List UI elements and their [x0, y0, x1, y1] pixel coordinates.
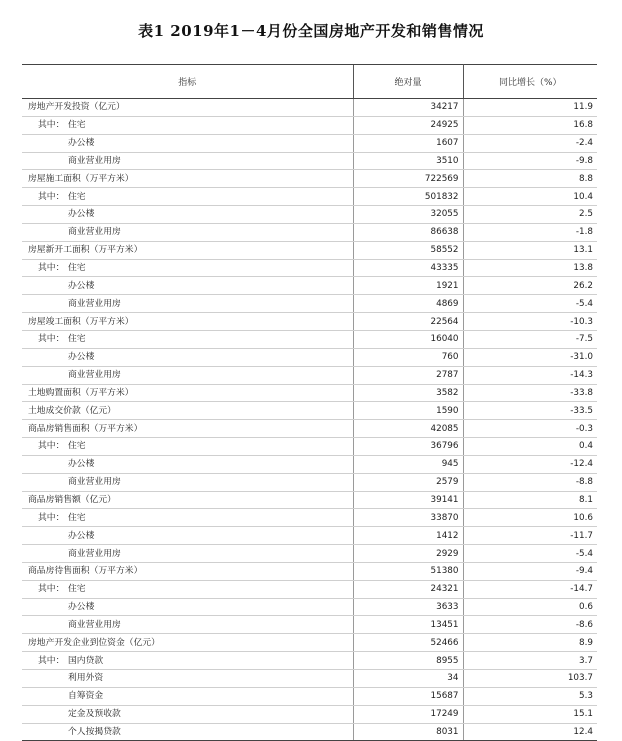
row-label-cell: [22, 134, 353, 152]
row-label-cell: [22, 670, 353, 688]
row-growth-value: 15.1: [463, 705, 597, 723]
row-growth-value: -8.8: [463, 473, 597, 491]
row-label: 商业营业用房: [68, 370, 121, 381]
header-absolute: 绝对量: [353, 65, 463, 99]
table-body: [22, 99, 597, 741]
row-growth-value: -14.7: [463, 580, 597, 598]
table-row: [22, 330, 597, 348]
row-label: 住宅: [68, 191, 86, 202]
row-label: 商业营业用房: [68, 155, 121, 166]
table-row: [22, 562, 597, 580]
row-absolute-value: 36796: [353, 438, 463, 456]
row-label: 住宅: [68, 584, 86, 595]
row-prefix: 其中：: [38, 191, 65, 202]
row-growth-value: -2.4: [463, 134, 597, 152]
table-row: [22, 723, 597, 741]
row-prefix: 其中：: [38, 441, 65, 452]
row-growth-value: 12.4: [463, 723, 597, 741]
row-growth-value: 13.1: [463, 241, 597, 259]
table-row: [22, 687, 597, 705]
table-row: [22, 384, 597, 402]
row-absolute-value: 32055: [353, 206, 463, 224]
row-label: 办公楼: [68, 530, 95, 541]
row-absolute-value: 22564: [353, 313, 463, 331]
row-label: 商业营业用房: [68, 477, 121, 488]
table-row: [22, 455, 597, 473]
row-label: 办公楼: [68, 459, 95, 470]
row-label: 商品房销售额（亿元）: [28, 494, 116, 505]
row-absolute-value: 8031: [353, 723, 463, 741]
row-prefix: 其中：: [38, 334, 65, 345]
row-label-cell: [22, 420, 353, 438]
row-label: 商业营业用房: [68, 298, 121, 309]
row-growth-value: 5.3: [463, 687, 597, 705]
table-header: [22, 65, 597, 99]
row-growth-value: -11.7: [463, 527, 597, 545]
row-growth-value: -9.4: [463, 562, 597, 580]
row-growth-value: -5.4: [463, 295, 597, 313]
table-row: [22, 580, 597, 598]
table-row: [22, 438, 597, 456]
row-absolute-value: 86638: [353, 223, 463, 241]
row-label: 定金及预收款: [68, 709, 121, 720]
row-label: 商品房待售面积（万平方米）: [28, 566, 143, 577]
row-absolute-value: 34217: [353, 99, 463, 117]
row-label-cell: [22, 509, 353, 527]
row-label-cell: [22, 241, 353, 259]
table-row: [22, 527, 597, 545]
table-row: [22, 223, 597, 241]
row-label-cell: [22, 723, 353, 741]
row-label-cell: [22, 99, 353, 117]
row-label: 住宅: [68, 120, 86, 131]
row-label: 住宅: [68, 263, 86, 274]
row-label-cell: [22, 223, 353, 241]
row-absolute-value: 722569: [353, 170, 463, 188]
row-growth-value: -0.3: [463, 420, 597, 438]
table-row: [22, 188, 597, 206]
row-absolute-value: 501832: [353, 188, 463, 206]
data-table: [22, 64, 597, 741]
table-row: [22, 277, 597, 295]
row-absolute-value: 3582: [353, 384, 463, 402]
row-label: 商业营业用房: [68, 619, 121, 630]
row-absolute-value: 2929: [353, 545, 463, 563]
table-row: [22, 259, 597, 277]
table-row: [22, 509, 597, 527]
row-growth-value: -33.5: [463, 402, 597, 420]
table-row: [22, 366, 597, 384]
row-growth-value: -9.8: [463, 152, 597, 170]
table-row: [22, 616, 597, 634]
row-absolute-value: 4869: [353, 295, 463, 313]
row-absolute-value: 760: [353, 348, 463, 366]
row-growth-value: 0.6: [463, 598, 597, 616]
row-growth-value: -31.0: [463, 348, 597, 366]
row-absolute-value: 1921: [353, 277, 463, 295]
row-label-cell: [22, 687, 353, 705]
row-absolute-value: 16040: [353, 330, 463, 348]
row-label-cell: [22, 455, 353, 473]
data-table-container: [22, 64, 597, 741]
row-growth-value: 10.6: [463, 509, 597, 527]
row-absolute-value: 39141: [353, 491, 463, 509]
row-label-cell: [22, 170, 353, 188]
row-label-cell: [22, 277, 353, 295]
row-label: 商业营业用房: [68, 548, 121, 559]
table-row: [22, 99, 597, 117]
table-row: [22, 705, 597, 723]
table-row: [22, 652, 597, 670]
row-absolute-value: 8955: [353, 652, 463, 670]
row-label: 办公楼: [68, 209, 95, 220]
row-growth-value: -8.6: [463, 616, 597, 634]
row-label-cell: [22, 527, 353, 545]
row-label-cell: [22, 545, 353, 563]
page-title: 表1 2019年1－4月份全国房地产开发和销售情况: [138, 22, 484, 40]
row-prefix: 其中：: [38, 584, 65, 595]
row-growth-value: -33.8: [463, 384, 597, 402]
table-row: [22, 420, 597, 438]
table-row: [22, 295, 597, 313]
row-label-cell: [22, 598, 353, 616]
row-label-cell: [22, 402, 353, 420]
table-header-row: [22, 65, 597, 99]
header-growth: 同比增长（%）: [463, 65, 597, 99]
row-growth-value: -10.3: [463, 313, 597, 331]
row-growth-value: 10.4: [463, 188, 597, 206]
row-growth-value: 3.7: [463, 652, 597, 670]
row-absolute-value: 51380: [353, 562, 463, 580]
row-label-cell: [22, 206, 353, 224]
row-absolute-value: 15687: [353, 687, 463, 705]
row-label: 住宅: [68, 512, 86, 523]
row-label: 住宅: [68, 334, 86, 345]
table-row: [22, 634, 597, 652]
row-growth-value: 103.7: [463, 670, 597, 688]
row-growth-value: 11.9: [463, 99, 597, 117]
row-label: 自筹资金: [68, 691, 104, 702]
row-label: 土地购置面积（万平方米）: [28, 387, 134, 398]
row-label-cell: [22, 580, 353, 598]
row-growth-value: -12.4: [463, 455, 597, 473]
row-absolute-value: 42085: [353, 420, 463, 438]
row-growth-value: 8.8: [463, 170, 597, 188]
row-absolute-value: 945: [353, 455, 463, 473]
row-label: 办公楼: [68, 280, 95, 291]
table-row: [22, 206, 597, 224]
row-absolute-value: 1607: [353, 134, 463, 152]
row-growth-value: 13.8: [463, 259, 597, 277]
row-label-cell: [22, 384, 353, 402]
row-prefix: 其中：: [38, 263, 65, 274]
row-label-cell: [22, 330, 353, 348]
table-row: [22, 670, 597, 688]
row-growth-value: 0.4: [463, 438, 597, 456]
row-label: 住宅: [68, 441, 86, 452]
row-growth-value: -14.3: [463, 366, 597, 384]
row-label-cell: [22, 634, 353, 652]
row-growth-value: 8.9: [463, 634, 597, 652]
row-prefix: 其中：: [38, 512, 65, 523]
table-row: [22, 241, 597, 259]
row-absolute-value: 58552: [353, 241, 463, 259]
row-label-cell: [22, 616, 353, 634]
row-absolute-value: 1412: [353, 527, 463, 545]
table-row: [22, 473, 597, 491]
row-absolute-value: 34: [353, 670, 463, 688]
row-prefix: 其中：: [38, 655, 65, 666]
row-label-cell: [22, 705, 353, 723]
row-label-cell: [22, 366, 353, 384]
row-absolute-value: 2579: [353, 473, 463, 491]
row-label-cell: [22, 562, 353, 580]
row-absolute-value: 33870: [353, 509, 463, 527]
row-growth-value: 8.1: [463, 491, 597, 509]
row-label-cell: [22, 438, 353, 456]
row-growth-value: -7.5: [463, 330, 597, 348]
row-label-cell: [22, 116, 353, 134]
table-row: [22, 313, 597, 331]
row-prefix: 其中：: [38, 120, 65, 131]
row-absolute-value: 3633: [353, 598, 463, 616]
row-label: 个人按揭贷款: [68, 726, 121, 737]
row-label: 土地成交价款（亿元）: [28, 405, 116, 416]
row-absolute-value: 1590: [353, 402, 463, 420]
row-label: 房屋竣工面积（万平方米）: [28, 316, 134, 327]
table-row: [22, 152, 597, 170]
row-label-cell: [22, 188, 353, 206]
table-row: [22, 116, 597, 134]
row-absolute-value: 3510: [353, 152, 463, 170]
row-label: 办公楼: [68, 138, 95, 149]
row-growth-value: 26.2: [463, 277, 597, 295]
row-absolute-value: 24925: [353, 116, 463, 134]
row-growth-value: 16.8: [463, 116, 597, 134]
row-label: 国内贷款: [68, 655, 104, 666]
row-label-cell: [22, 491, 353, 509]
row-label-cell: [22, 295, 353, 313]
row-absolute-value: 13451: [353, 616, 463, 634]
row-label-cell: [22, 652, 353, 670]
row-label: 商品房销售面积（万平方米）: [28, 423, 143, 434]
row-absolute-value: 43335: [353, 259, 463, 277]
row-absolute-value: 17249: [353, 705, 463, 723]
row-label-cell: [22, 313, 353, 331]
row-label: 房地产开发投资（亿元）: [28, 102, 125, 113]
row-growth-value: 2.5: [463, 206, 597, 224]
row-absolute-value: 52466: [353, 634, 463, 652]
table-row: [22, 598, 597, 616]
row-label: 办公楼: [68, 352, 95, 363]
row-growth-value: -1.8: [463, 223, 597, 241]
row-label: 办公楼: [68, 602, 95, 613]
row-label-cell: [22, 473, 353, 491]
row-label: 房地产开发企业到位资金（亿元）: [28, 637, 160, 648]
table-row: [22, 134, 597, 152]
table-row: [22, 491, 597, 509]
row-label-cell: [22, 348, 353, 366]
table-row: [22, 402, 597, 420]
table-row: [22, 545, 597, 563]
row-label-cell: [22, 152, 353, 170]
header-indicator: 指标: [22, 65, 353, 99]
table-row: [22, 348, 597, 366]
row-label: 房屋新开工面积（万平方米）: [28, 245, 143, 256]
row-absolute-value: 24321: [353, 580, 463, 598]
table-row: [22, 170, 597, 188]
row-label: 利用外资: [68, 673, 104, 684]
row-label: 房屋施工面积（万平方米）: [28, 173, 134, 184]
row-label: 商业营业用房: [68, 227, 121, 238]
row-label-cell: [22, 259, 353, 277]
row-absolute-value: 2787: [353, 366, 463, 384]
row-growth-value: -5.4: [463, 545, 597, 563]
